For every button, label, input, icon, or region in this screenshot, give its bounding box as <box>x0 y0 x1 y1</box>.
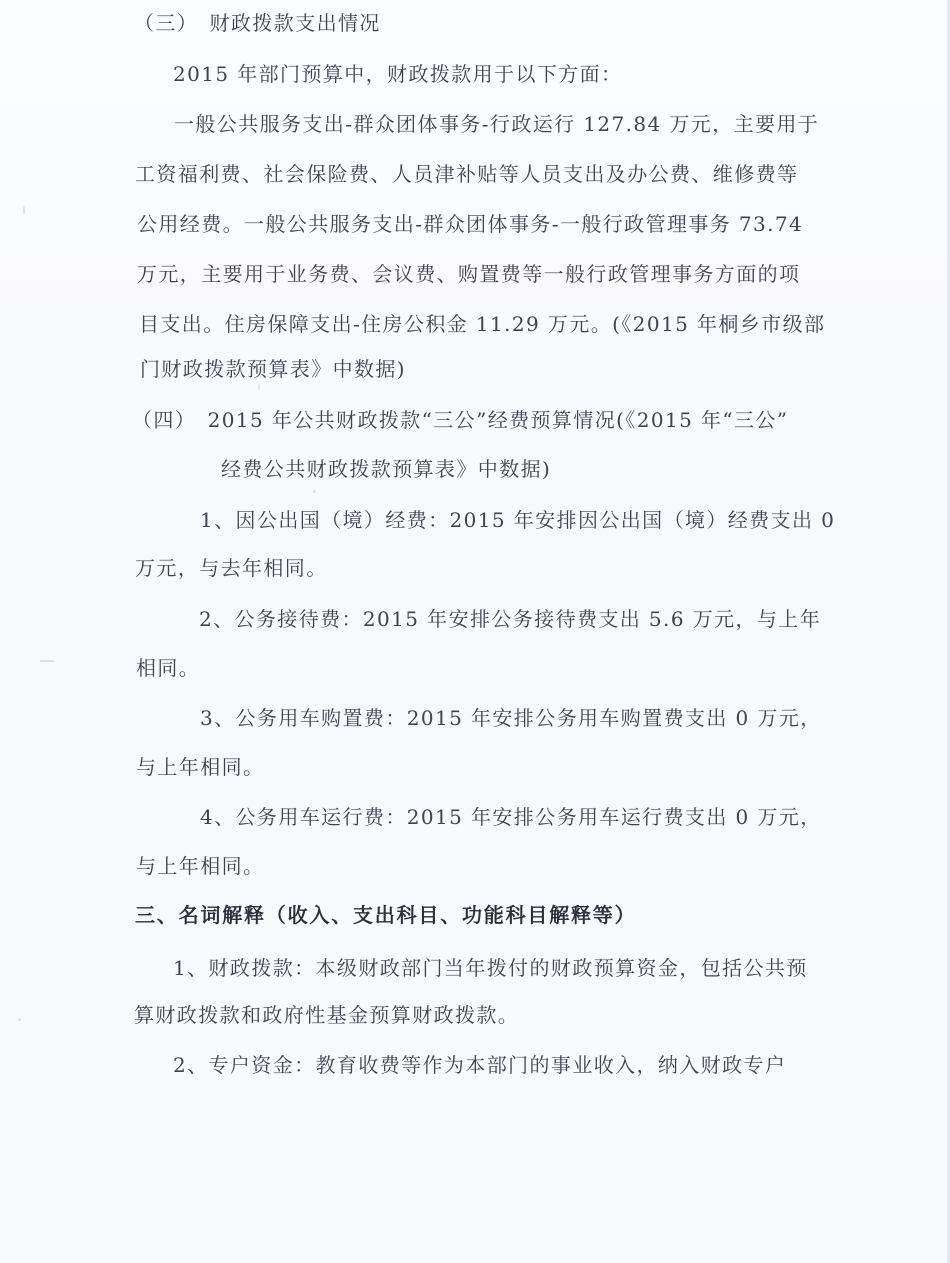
paragraph-line: 2015 年部门预算中，财政拨款用于以下方面： <box>173 62 623 86</box>
paragraph-line: 1、财政拨款：本级财政部门当年拨付的财政预算资金，包括公共预 <box>173 956 808 980</box>
list-item-line: 2、公务接待费：2015 年安排公务接待费支出 5.6 万元，与上年 <box>199 607 822 631</box>
section-heading-4: （四） 2015 年公共财政拨款“三公”经费预算情况(《2015 年“三公” <box>132 408 789 432</box>
chapter-heading: 三、名词解释（收入、支出科目、功能科目解释等） <box>135 903 637 927</box>
list-item-line: 万元，与去年相同。 <box>135 556 328 580</box>
list-item-line: 3、公务用车购置费：2015 年安排公务用车购置费支出 0 万元， <box>200 706 822 730</box>
scan-speck <box>23 206 25 215</box>
paragraph-line: 目支出。住房保障支出-住房公积金 11.29 万元。(《2015 年桐乡市级部 <box>139 312 826 336</box>
paragraph-line: 经费公共财政拨款预算表》中数据) <box>221 457 552 481</box>
list-item-line: 相同。 <box>136 656 201 680</box>
paragraph-line: 一般公共服务支出-群众团体事务-行政运行 127.84 万元，主要用于 <box>174 112 820 136</box>
scan-speck <box>40 660 54 662</box>
list-item-line: 1、因公出国（境）经费：2015 年安排因公出国（境）经费支出 0 <box>200 508 836 532</box>
paragraph-line: 2、专户资金：教育收费等作为本部门的事业收入，纳入财政专户 <box>173 1053 787 1077</box>
scan-speck <box>313 490 316 493</box>
list-item-line: 与上年相同。 <box>136 854 265 878</box>
paragraph-line: 公用经费。一般公共服务支出-群众团体事务-一般行政管理事务 73.74 <box>137 212 804 236</box>
list-item-line: 与上年相同。 <box>136 755 265 779</box>
paragraph-line: 万元，主要用于业务费、会议费、购置费等一般行政管理事务方面的项 <box>137 262 801 286</box>
paragraph-line: 算财政拨款和政府性基金预算财政拨款。 <box>134 1003 520 1027</box>
scan-speck <box>258 384 260 390</box>
scan-speck <box>18 1018 21 1021</box>
paragraph-line: 工资福利费、社会保险费、人员津补贴等人员支出及办公费、维修费等 <box>135 162 799 186</box>
section-heading-3: （三） 财政拨款支出情况 <box>134 11 381 35</box>
list-item-line: 4、公务用车运行费：2015 年安排公务用车运行费支出 0 万元， <box>200 805 822 829</box>
paragraph-line: 门财政拨款预算表》中数据) <box>140 357 407 381</box>
